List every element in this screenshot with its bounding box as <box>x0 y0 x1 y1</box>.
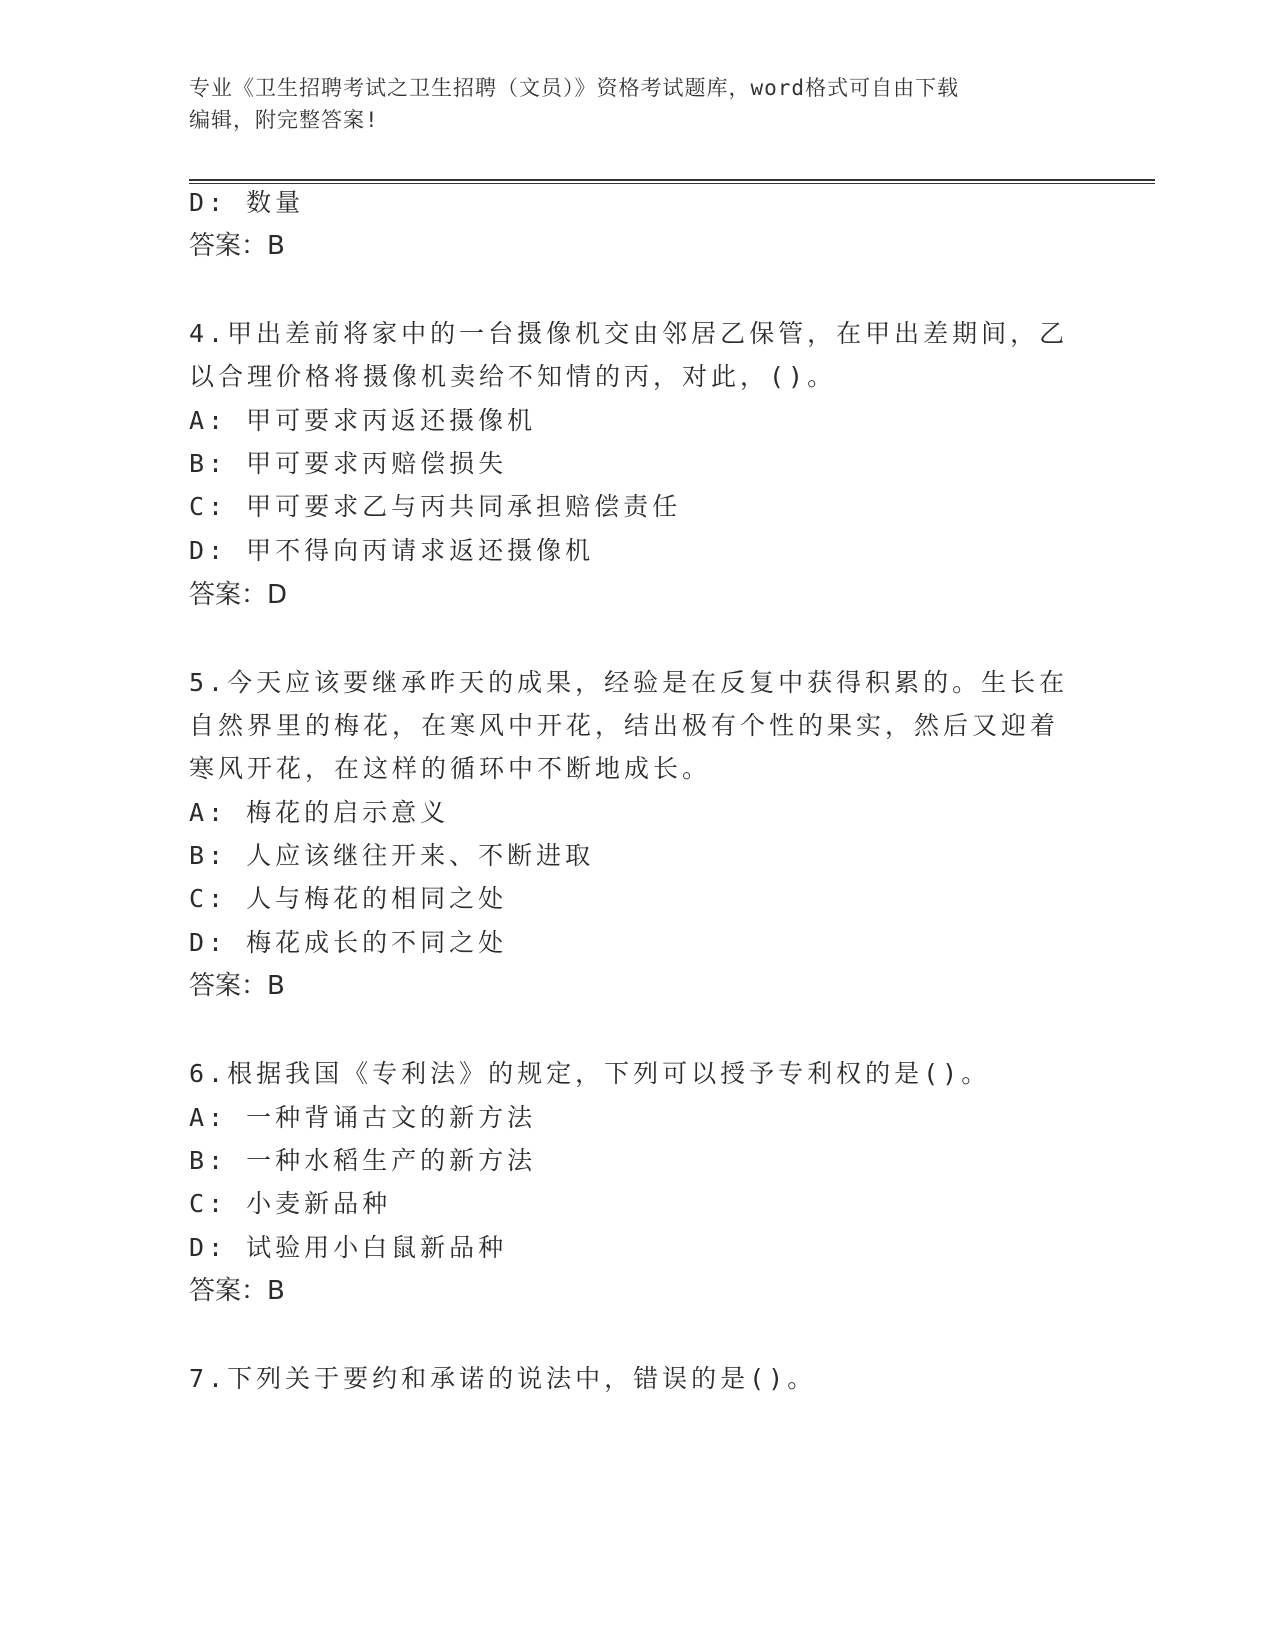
q6-option-b: B: 一种水稻生产的新方法 <box>189 1146 537 1175</box>
q4-option-d: D: 甲不得向丙请求返还摄像机 <box>189 536 595 565</box>
q4-line-2: 以合理价格将摄像机卖给不知情的丙，对此，()。 <box>189 362 837 391</box>
q6-option-d: D: 试验用小白鼠新品种 <box>189 1233 508 1262</box>
q5-line-3: 寒风开花，在这样的循环中不断地成长。 <box>189 754 712 783</box>
prev-answer: 答案：B <box>189 231 285 261</box>
q5-option-d: D: 梅花成长的不同之处 <box>189 928 508 957</box>
q4-option-a: A: 甲可要求丙返还摄像机 <box>189 406 537 435</box>
q5-option-b: B: 人应该继往开来、不断进取 <box>189 841 595 870</box>
header-rule-thick <box>189 179 1155 181</box>
q5-line-1: 5.今天应该要继承昨天的成果，经验是在反复中获得积累的。生长在 <box>189 668 1069 697</box>
document-header <box>189 72 1089 136</box>
q4-answer: 答案：D <box>189 580 288 610</box>
header-line-2: 编辑，附完整答案! <box>189 108 379 132</box>
q4-option-b: B: 甲可要求丙赔偿损失 <box>189 449 508 478</box>
q5-line-2: 自然界里的梅花，在寒风中开花，结出极有个性的果实，然后又迎着 <box>189 711 1060 740</box>
q6-option-a: A: 一种背诵古文的新方法 <box>189 1103 537 1132</box>
header-rule-thin <box>189 183 1155 184</box>
q6-answer: 答案：B <box>189 1276 285 1306</box>
q6-option-c: C: 小麦新品种 <box>189 1189 392 1218</box>
q6-line-1: 6.根据我国《专利法》的规定，下列可以授予专利权的是()。 <box>189 1059 991 1088</box>
q5-option-a: A: 梅花的启示意义 <box>189 798 450 827</box>
q4-line-1: 4.甲出差前将家中的一台摄像机交由邻居乙保管，在甲出差期间，乙 <box>189 319 1069 348</box>
q4-option-c: C: 甲可要求乙与丙共同承担赔偿责任 <box>189 492 682 521</box>
header-line-1: 专业《卫生招聘考试之卫生招聘（文员）》资格考试题库，word格式可自由下载 <box>189 76 960 100</box>
q5-answer: 答案：B <box>189 971 285 1001</box>
prev-option-d: D: 数量 <box>189 188 305 217</box>
q5-option-c: C: 人与梅花的相同之处 <box>189 884 508 913</box>
q7-line-1: 7.下列关于要约和承诺的说法中，错误的是()。 <box>189 1364 817 1393</box>
